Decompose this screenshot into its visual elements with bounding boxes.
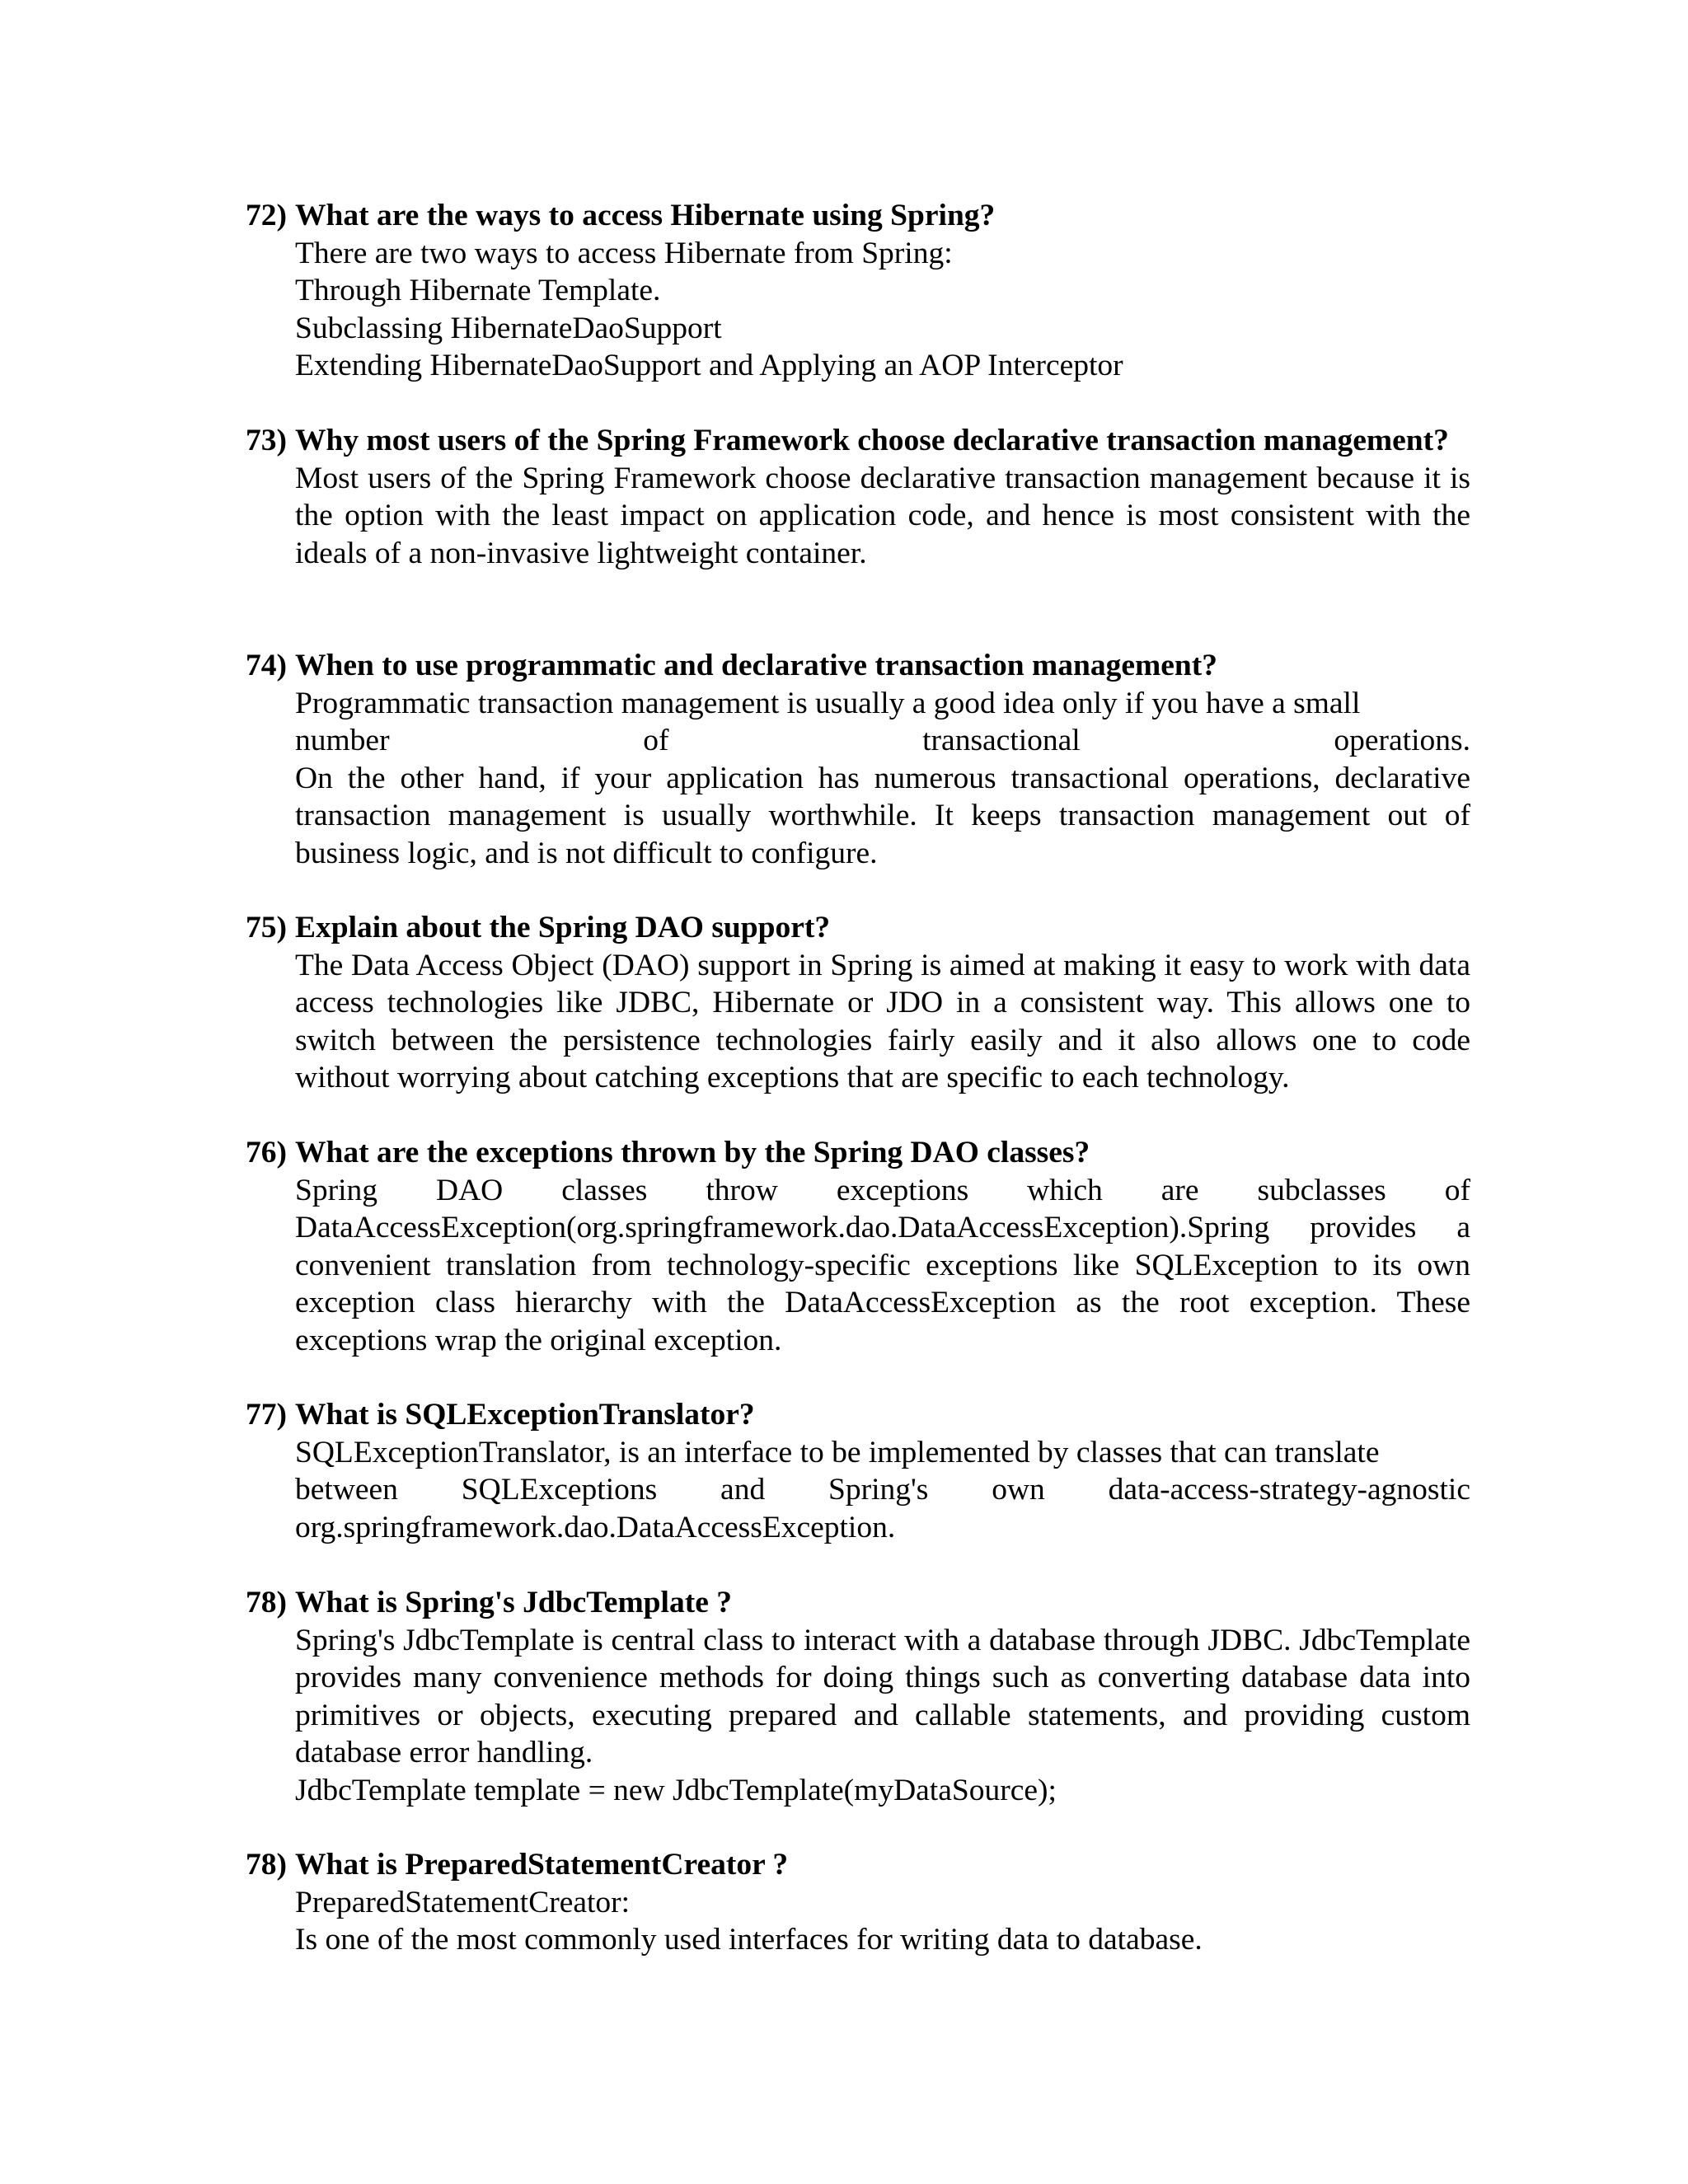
question-title: What is PreparedStatementCreator ? xyxy=(295,1848,789,1882)
answer-line: Is one of the most commonly used interfaces for writing data to database. xyxy=(295,1923,1203,1957)
answer xyxy=(246,1884,1470,1959)
question-75 xyxy=(246,909,1470,1097)
question-number: 78) xyxy=(246,1586,287,1619)
question-heading xyxy=(246,1396,1470,1434)
answer-paragraph: Spring's JdbcTemplate is central class to interact with a database through JDBC. JdbcTemplate provides many convenience methods for doing things such as converting database data into primitives or objects, executing prepared and callable statements, and providing custom database error handling. xyxy=(295,1623,1470,1769)
answer xyxy=(246,1172,1470,1360)
question-title: What are the exceptions thrown by the Spring DAO classes? xyxy=(295,1136,1090,1169)
question-title: Explain about the Spring DAO support? xyxy=(295,911,831,944)
question-title: What is Spring's JdbcTemplate ? xyxy=(295,1586,732,1619)
answer-line: number of transactional operations. xyxy=(295,724,1470,757)
question-number: 76) xyxy=(246,1136,287,1169)
question-number: 77) xyxy=(246,1398,287,1432)
answer-paragraph: On the other hand, if your application has numerous transactional operations, declarative transaction management is usually worthwhile. It keeps transaction management out of business logic, and is not difficult to configure. xyxy=(295,761,1470,870)
answer-line: org.springframework.dao.DataAccessException. xyxy=(295,1510,896,1544)
question-77 xyxy=(246,1396,1470,1546)
question-73 xyxy=(246,422,1470,572)
answer xyxy=(246,947,1470,1097)
answer-line: SQLExceptionTranslator, is an interface to be implemented by classes that can translate xyxy=(295,1435,1380,1469)
question-72 xyxy=(246,197,1470,385)
answer-line: PreparedStatementCreator: xyxy=(295,1885,631,1919)
question-74 xyxy=(246,647,1470,872)
answer-line: Subclassing HibernateDaoSupport xyxy=(295,311,722,345)
question-number: 72) xyxy=(246,199,287,232)
question-number: 75) xyxy=(246,911,287,944)
answer-line: Through Hibernate Template. xyxy=(295,274,661,307)
question-heading xyxy=(246,1134,1470,1172)
question-heading xyxy=(246,909,1470,947)
question-78-preparedstatementcreator xyxy=(246,1846,1470,1959)
answer xyxy=(246,1622,1470,1810)
answer-line: between SQLExceptions and Spring's own data-access-strategy-agnostic xyxy=(295,1473,1470,1507)
question-number: 78) xyxy=(246,1848,287,1882)
answer-line: Extending HibernateDaoSupport and Applying an AOP Interceptor xyxy=(295,349,1123,382)
answer xyxy=(246,1434,1470,1547)
question-title: Why most users of the Spring Framework choose declarative transaction management? xyxy=(295,424,1449,457)
question-heading xyxy=(246,1584,1470,1622)
question-heading xyxy=(246,1846,1470,1884)
answer xyxy=(246,235,1470,385)
question-number: 74) xyxy=(246,649,287,682)
answer-line: There are two ways to access Hibernate from Spring: xyxy=(295,236,953,270)
code-line: JdbcTemplate template = new JdbcTemplate(myDataSource); xyxy=(295,1773,1057,1807)
question-76 xyxy=(246,1134,1470,1359)
question-heading xyxy=(246,422,1470,460)
answer-paragraph: Most users of the Spring Framework choose declarative transaction management because it is the option with the least impact on application code, and hence is most consistent with the ideals of a non-invasive lightweight container. xyxy=(295,461,1470,570)
answer-paragraph: DataAccessException(org.springframework.dao.DataAccessException).Spring provides a convenient translation from technology-specific exceptions like SQLException to its own exception class hierarchy with the DataAccessException as the root exception. These exceptions wrap the original exception. xyxy=(295,1211,1470,1357)
question-title: What is SQLExceptionTranslator? xyxy=(295,1398,755,1432)
answer xyxy=(246,685,1470,873)
answer-paragraph: The Data Access Object (DAO) support in Spring is aimed at making it easy to work with data access technologies like JDBC, Hibernate or JDO in a consistent way. This allows one to switch between the persistence technologies fairly easily and it also allows one to code without worrying about catching exceptions that are specific to each technology. xyxy=(295,948,1470,1094)
question-title: When to use programmatic and declarative transaction management? xyxy=(295,649,1217,682)
question-heading xyxy=(246,647,1470,685)
answer xyxy=(246,460,1470,573)
question-title: What are the ways to access Hibernate using Spring? xyxy=(295,199,996,232)
question-heading xyxy=(246,197,1470,235)
answer-line: Spring DAO classes throw exceptions which are subclasses of xyxy=(295,1173,1470,1207)
question-number: 73) xyxy=(246,424,287,457)
answer-line: Programmatic transaction management is usually a good idea only if you have a small xyxy=(295,686,1361,720)
question-78-jdbctemplate xyxy=(246,1584,1470,1809)
